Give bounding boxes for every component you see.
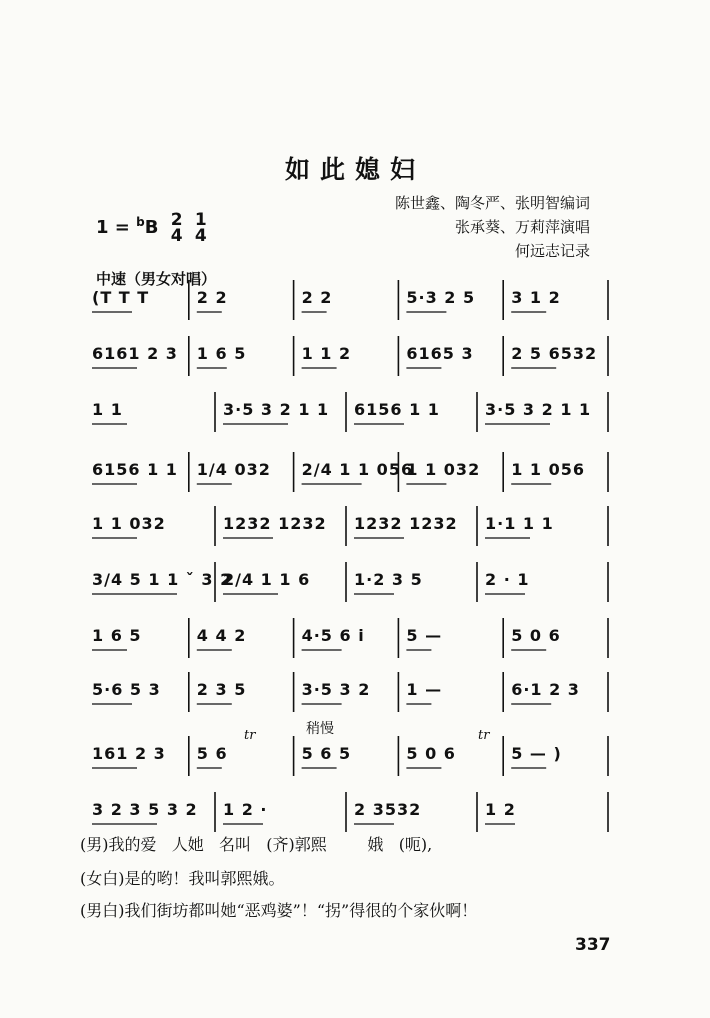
measure: 5 6 5 — [301, 744, 352, 763]
measure: 1232 1232 — [354, 514, 458, 533]
measure: 1·2 3 5 — [354, 570, 423, 589]
barlines — [0, 558, 710, 618]
credit-lyricists: 陈世鑫、陶冬严、张明智编词 — [394, 194, 590, 212]
music-row-4 — [0, 448, 710, 508]
measure: 1232 1232 — [223, 514, 327, 533]
tempo-marking: 中速（男女对唱） — [96, 270, 217, 288]
measure: 1 6 5 — [196, 344, 247, 363]
measure: 2/4 1 1 056 — [301, 460, 414, 479]
measure: 2 2 — [301, 288, 333, 307]
barlines — [0, 614, 710, 674]
measure: (T T T — [92, 288, 150, 307]
measure: 3 1 2 — [511, 288, 561, 307]
music-row-3 — [0, 388, 710, 448]
barlines — [0, 448, 710, 508]
barlines — [0, 276, 710, 336]
measure: 3·5 3 2 — [301, 680, 371, 699]
measure: 2 3 5 — [196, 680, 247, 699]
music-row-2 — [0, 332, 710, 392]
measure: 5 0 6 — [406, 744, 456, 763]
flat-sign: b — [136, 215, 145, 229]
credit-transcriber: 何远志记录 — [514, 242, 590, 260]
lyric-line-2: (女白)是的哟！我叫郭熙娥。 — [80, 869, 285, 888]
barlines — [0, 332, 710, 392]
measure: 1 1 056 — [511, 460, 585, 479]
music-row-8 — [0, 668, 710, 728]
measure: 1 1 032 — [406, 460, 481, 479]
measure: 1 6 5 — [92, 626, 142, 645]
measure: 4·5 6 i — [301, 626, 365, 645]
measure: 3·5 3 2 1 1 — [223, 400, 330, 419]
measure: 5·3 2 5 — [406, 288, 476, 307]
measure: 6156 1 1 — [354, 400, 440, 419]
meter-2-4: 2 4 — [170, 210, 183, 246]
measure: 2 2 — [196, 288, 228, 307]
slower-mark: 稍慢 — [306, 721, 334, 737]
barlines — [0, 668, 710, 728]
measure: 2 3532 — [354, 800, 422, 819]
measure: 6165 3 — [406, 344, 474, 363]
song-title: 如此媳妇 — [284, 155, 425, 184]
barlines — [0, 502, 710, 562]
measure: 1 — — [406, 680, 443, 699]
measure: 5 — — [406, 626, 443, 645]
trill-mark-1: tr — [244, 728, 256, 743]
measure: 5 — ) — [511, 744, 562, 763]
measure: 161 2 3 — [92, 744, 166, 763]
measure: 6161 2 3 — [92, 344, 178, 363]
key-signature — [96, 212, 207, 244]
measure: 1 2 — [485, 800, 516, 819]
measure: 3·5 3 2 1 1 — [485, 400, 592, 419]
measure: 6·1 2 3 — [511, 680, 580, 699]
key-prefix: 1 = — [96, 217, 137, 238]
music-row-1 — [0, 276, 710, 336]
trill-mark-2: tr — [478, 728, 490, 743]
measure: 3 2 3 5 3 2 — [92, 800, 198, 819]
measure: 5·6 5 3 — [92, 680, 161, 699]
measure: 5 6 — [196, 744, 228, 763]
measure: 1 2 · — [223, 800, 268, 819]
measure: 2 · 1 — [485, 570, 530, 589]
measure: 1 1 2 — [301, 344, 352, 363]
measure: 1 1 — [92, 400, 123, 419]
page-number: 337 — [575, 935, 611, 955]
music-row-7 — [0, 614, 710, 674]
measure: 2 5 6532 — [511, 344, 598, 363]
music-row-9 — [0, 732, 710, 792]
measure: 1·1 1 1 — [485, 514, 554, 533]
key-note: B — [144, 217, 159, 238]
lyric-line-1: (男)我的爱 人她 名叫 (齐)郭熙 娥 (呃), — [80, 835, 433, 854]
measure: 4 4 2 — [196, 626, 247, 645]
credit-singers: 张承葵、万莉萍演唱 — [454, 218, 590, 236]
measure: 2/4 1 1 6 — [223, 570, 311, 589]
barlines — [0, 732, 710, 792]
lyric-line-3: (男白)我们街坊都叫她“恶鸡婆”！“拐”得很的个家伙啊！ — [80, 901, 478, 920]
measure: 6156 1 1 — [92, 460, 178, 479]
measure: 5 0 6 — [511, 626, 561, 645]
measure: 1 1 032 — [92, 514, 166, 533]
barlines — [0, 388, 710, 448]
music-row-6 — [0, 558, 710, 618]
measure: 3/4 5 1 1 ˇ 3 2 — [92, 570, 233, 589]
measure: 1/4 032 — [196, 460, 271, 479]
music-row-5 — [0, 502, 710, 562]
meter-1-4: 1 4 — [194, 210, 207, 246]
